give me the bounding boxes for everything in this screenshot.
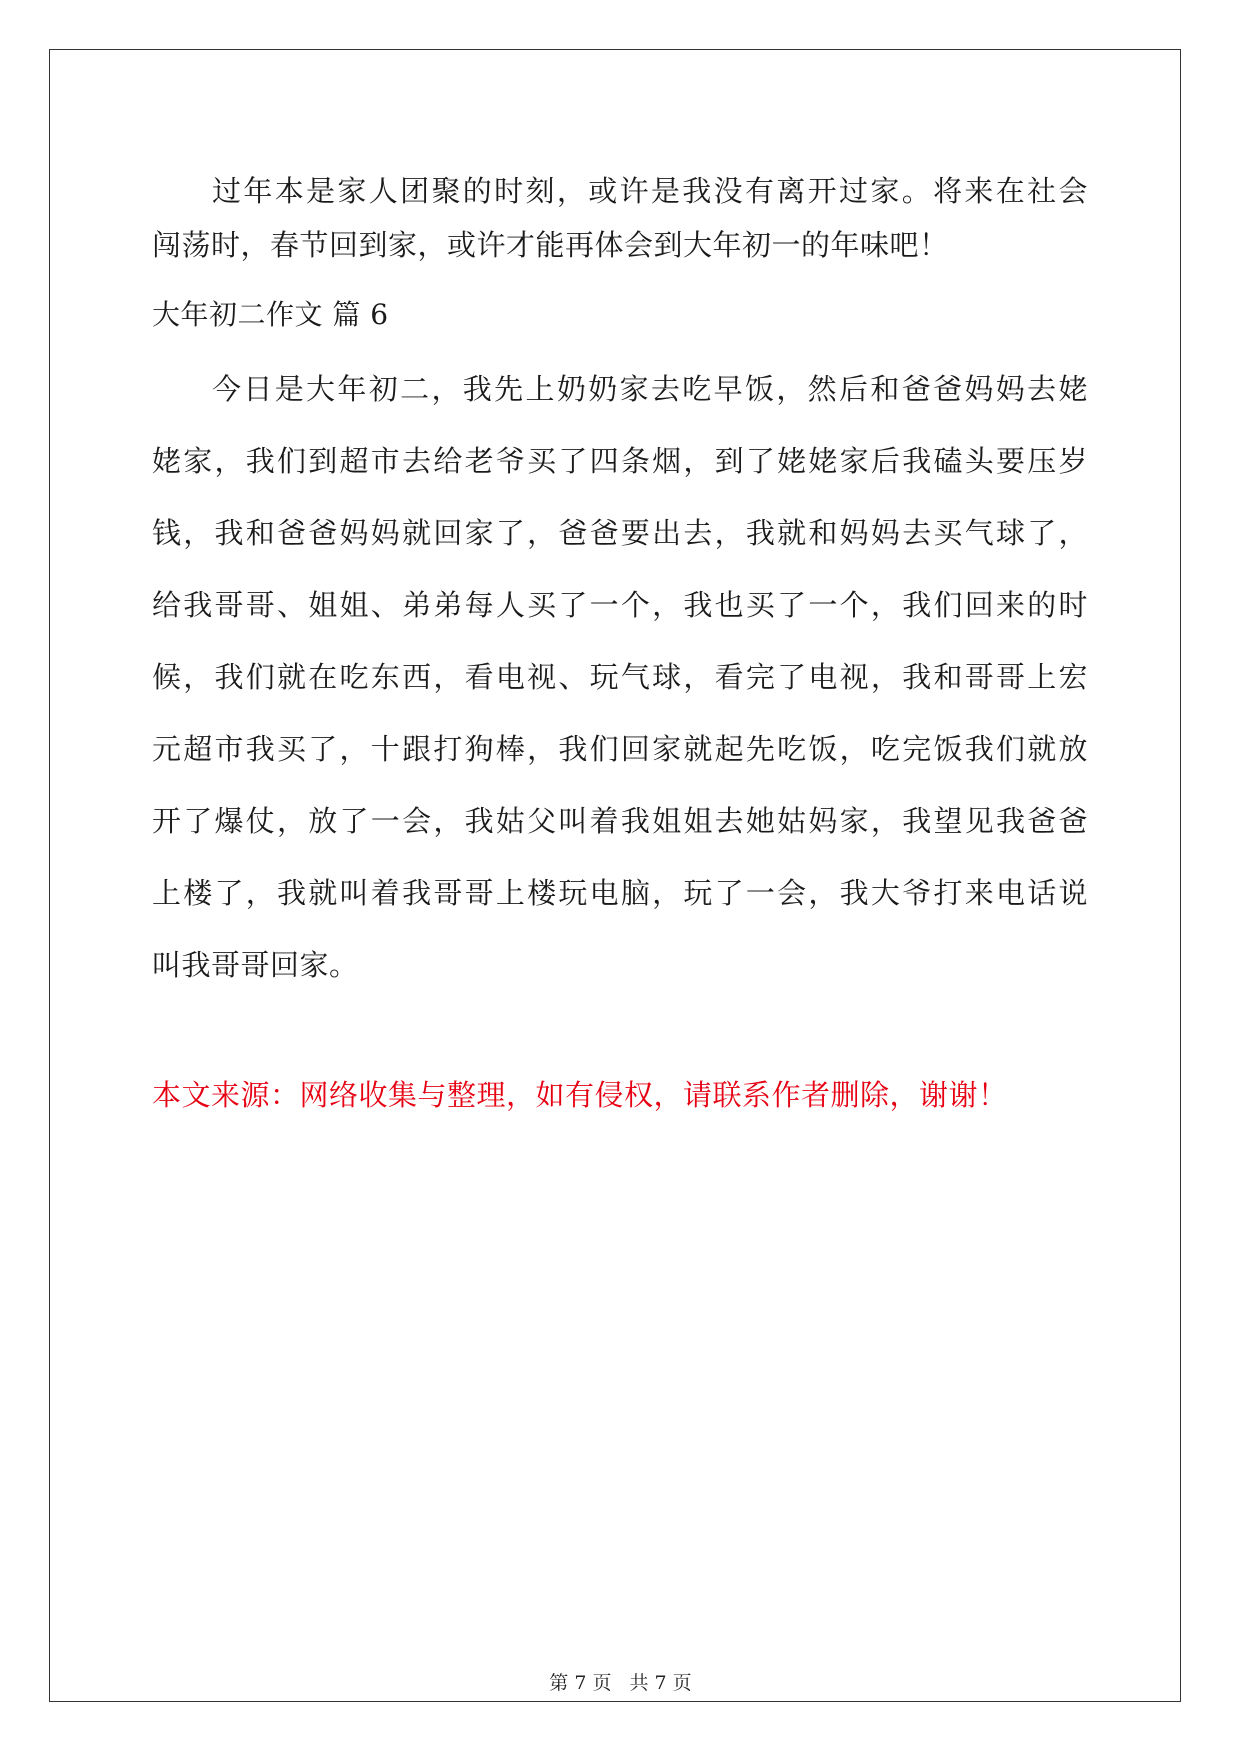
paragraph-line: 姥家，我们到超市去给老爷买了四条烟，到了姥姥家后我磕头要压岁 — [152, 444, 1088, 478]
paragraph-line: 元超市我买了，十跟打狗棒，我们回家就起先吃饭，吃完饭我们就放 — [152, 732, 1088, 766]
paragraph-line: 开了爆仗，放了一会，我姑父叫着我姐姐去她姑妈家，我望见我爸爸 — [152, 804, 1088, 838]
paragraph-line: 钱，我和爸爸妈妈就回家了，爸爸要出去，我就和妈妈去买气球了， — [152, 516, 1088, 550]
source-note: 本文来源：网络收集与整理，如有侵权，请联系作者删除，谢谢！ — [152, 1078, 1008, 1112]
paragraph-line: 过年本是家人团聚的时刻，或许是我没有离开过家。将来在社会 — [212, 174, 1088, 208]
paragraph-line: 今日是大年初二，我先上奶奶家去吃早饭，然后和爸爸妈妈去姥 — [212, 372, 1088, 406]
paragraph-line: 叫我哥哥回家。 — [152, 948, 359, 982]
page-number: 第 7 页 — [549, 1672, 612, 1694]
paragraph-line: 给我哥哥、姐姐、弟弟每人买了一个，我也买了一个，我们回来的时 — [152, 588, 1088, 622]
paragraph-line: 闯荡时，春节回到家，或许才能再体会到大年初一的年味吧！ — [152, 228, 949, 262]
section-heading: 大年初二作文 篇 6 — [152, 298, 389, 331]
paragraph-line: 候，我们就在吃东西，看电视、玩气球，看完了电视，我和哥哥上宏 — [152, 660, 1088, 694]
paragraph-line: 上楼了，我就叫着我哥哥上楼玩电脑，玩了一会，我大爷打来电话说 — [152, 876, 1088, 910]
page-total: 共 7 页 — [629, 1672, 692, 1694]
page-footer — [0, 1668, 1241, 1695]
